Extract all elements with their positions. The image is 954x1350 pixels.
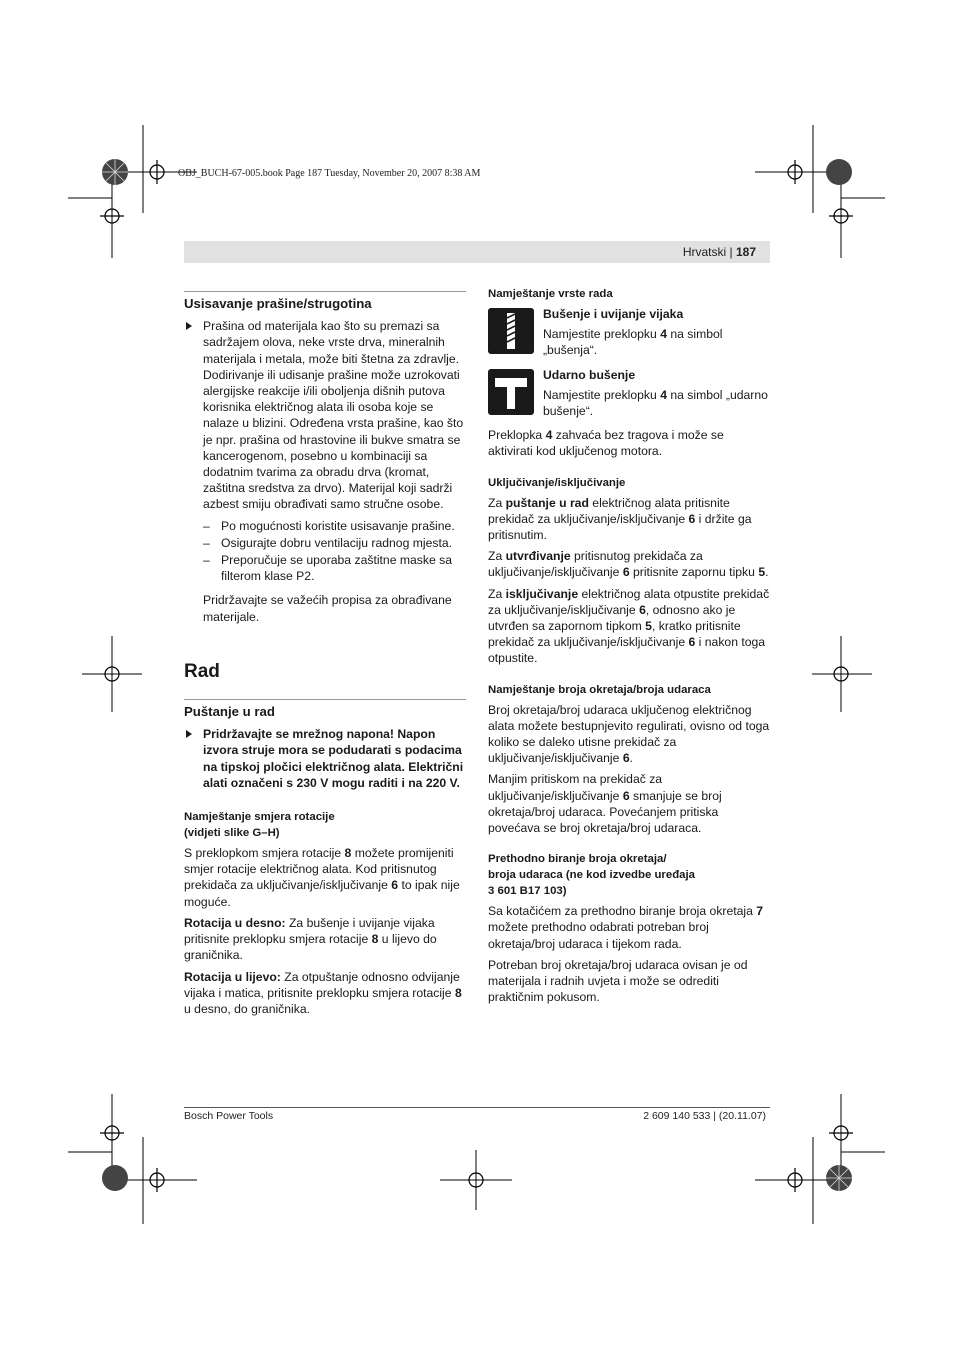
speed-paragraph-1: Broj okretaja/broj udaraca uključenog električnog alata možete bestupnjevito regulirati, ovisno od toga koliko se daleko utisne prekidač za uključivanje/isključivanje 6. (488, 702, 770, 766)
rotation-left-paragraph: Rotacija u lijevo: Za otpuštanje odnosno odvijanje vijaka i matica, pritisnite preklopku smjera rotacije 8 u desno, do graničnika. (184, 969, 462, 1016)
left-column (184, 291, 466, 1022)
dash-mark: – (203, 518, 210, 533)
hammer-mode-text: Namjestite preklopku 4 na simbol „udarno bušenje“. (543, 387, 768, 419)
header-page-number: 187 (735, 245, 756, 259)
switch-note: Preklopka 4 zahvaća bez tragova i može se aktivirati kod uključenog motora. (488, 428, 724, 459)
regulations-text: Pridržavajte se važećih propisa za obrađivane materijale. (203, 593, 452, 624)
hammer-mode-title: Udarno bušenje (543, 367, 636, 382)
preselect-paragraph-2: Potreban broj okretaja/broj udaraca ovisan je od materijala i radnih uvjeta i može se odrediti praktičnim pokusom. (488, 957, 748, 1005)
speed-title: Namještanje broja okretaja/broja udaraca (488, 683, 711, 696)
bullet-dust-warning: Prašina od materijala kao što su premazi sa sadržajem olova, neke vrste drva, mineralnih materijala i metala, može biti štetna za zdravlje. Dodirivanje ili udisanje prašine može uzrokovati alergijske reakcije i/ili oboljenja dišnih putova korisnika električnog alata ili osoba koje se nalaze u blizini. Određena vrsta prašine, kao što je npr. prašina od hrastovine ili bukve smatra se kancerogenom, posebno u kombinaciji sa dodatnim tvarima za obradu drva (kromat, zaštitna sredstva za drvo). Materijal koji sadrži azbest smiju obrađivati samo stručne osobe. (184, 318, 466, 512)
switch-on-paragraph: Za puštanje u rad električnog alata pritisnite prekidač za uključivanje/isključivanje 6 i držite ga pritisnutim. (488, 495, 752, 543)
direction-paragraph: S preklopkom smjera rotacije 8 možete promijeniti smjer rotacije električnog alata. Kod pritisnutog prekidača za uključivanje/isključivanje 6 to ipak nije moguće. (184, 846, 460, 909)
mode-drilling (488, 306, 770, 359)
bullet-voltage-warning: Pridržavajte se mrežnog napona! Napon izvora struje mora se podudarati s podacima na tipskoj pločici električnog alata. Električni alati označeni s 230 V mogu raditi i na 220 V. (184, 726, 466, 791)
dash-item: – Po mogućnosti koristite usisavanje prašine. (203, 518, 455, 533)
header-text (683, 245, 756, 259)
section-title-dust: Usisavanje prašine/strugotina (184, 291, 466, 312)
footer-left: Bosch Power Tools (184, 1110, 274, 1122)
drill-mode-title: Bušenje i uvijanje vijaka (543, 307, 684, 321)
header-separator: | (729, 245, 733, 259)
hammer-drill-icon (488, 369, 534, 415)
page-header (184, 241, 770, 263)
direction-title: Namještanje smjera rotacije (vidjeti slike G–H) (184, 811, 335, 840)
section-title-startup: Puštanje u rad (184, 699, 466, 720)
speed-paragraph-2: Manjim pritiskom na prekidač za uključivanje/isključivanje 6 smanjuje se broj okretaja/broj udaraca. Povećanjem pritiska povećava se broj okretaja/broj udaraca. (488, 772, 722, 836)
dash-item: – Osigurajte dobru ventilaciju radnog mjesta. (203, 535, 453, 550)
drill-bit-icon (488, 308, 534, 354)
rotation-right-paragraph: Rotacija u desno: Za bušenje i uvijanje vijaka pritisnite preklopku smjera rotacije 8 u lijevo do graničnika. (184, 915, 437, 963)
header-language: Hrvatski (682, 245, 727, 259)
mode-title: Namještanje vrste rada (488, 288, 613, 300)
drill-mode-text: Namjestite preklopku 4 na simbol „bušenja“. (543, 327, 723, 358)
mode-hammer (488, 367, 770, 420)
footer-right: 2 609 140 533 | (20.11.07) (643, 1110, 766, 1122)
dash-mark: – (203, 553, 210, 568)
triangle-bullet-icon (186, 322, 192, 330)
main-title-rad: Rad (184, 660, 220, 682)
dash-mark: – (203, 535, 210, 550)
dash-item: – Preporučuje se uporaba zaštitne maske sa filterom klase P2. (203, 553, 453, 584)
switch-off-paragraph: Za isključivanje električnog alata otpustite prekidač za uključivanje/isključivanje 6, odnosno ako je utvrđen sa zapornom tipkom 5, kratko pritisnite prekidač za uključivanje/isključivanje 6 i nakon toga otpustite. (488, 586, 770, 666)
lock-paragraph: Za utvrđivanje pritisnutog prekidača za uključivanje/isključivanje 6 pritisnite zapornu tipku 5. (488, 549, 769, 580)
footer-rule (184, 1107, 770, 1108)
book-info-line: OBJ_BUCH-67-005.book Page 187 Tuesday, November 20, 2007 8:38 AM (178, 168, 481, 179)
preselect-paragraph-1: Sa kotačićem za prethodno biranje broja okretaja 7 možete prethodno odabrati potreban broj okretaja/broj udaraca i tijekom rada. (488, 904, 764, 951)
triangle-bullet-icon (186, 730, 192, 738)
right-column (488, 286, 770, 1011)
preselect-title: Prethodno biranje broja okretaja/ broja udaraca (ne kod izvedbe uređaja 3 601 B17 103) (488, 853, 695, 898)
onoff-title: Uključivanje/isključivanje (488, 476, 626, 489)
